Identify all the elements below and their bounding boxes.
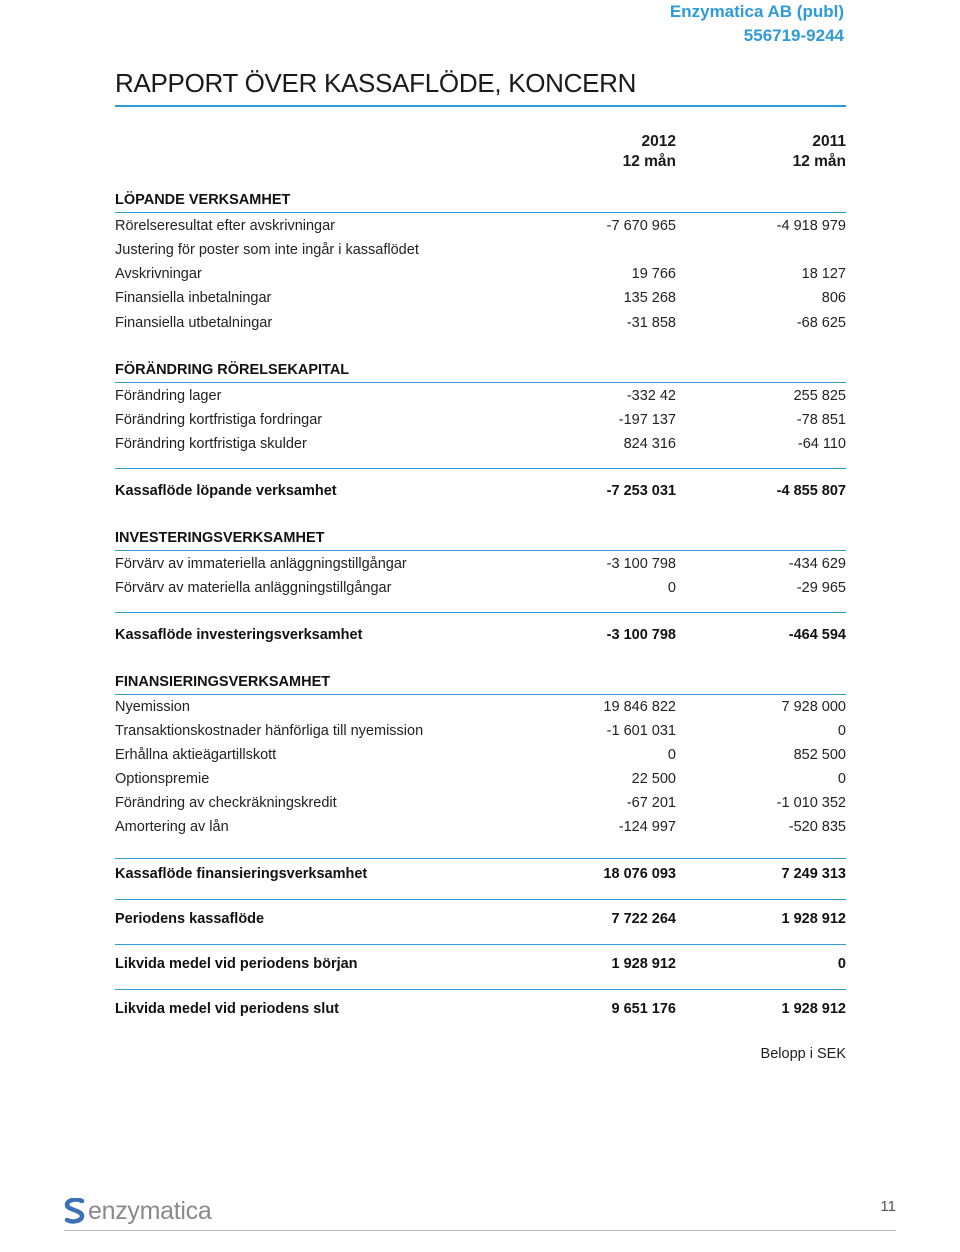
table-row: Rörelseresultat efter avskrivningar -7 670 965 -4 918 979 — [115, 218, 846, 234]
table-row: Avskrivningar 19 766 18 127 — [115, 266, 846, 282]
column-2011: 2011 12 mån — [792, 133, 846, 170]
section-divider — [115, 989, 846, 990]
table-row: Nyemission 19 846 822 7 928 000 — [115, 699, 846, 715]
column-headers — [115, 132, 846, 172]
total-row-operating: Kassaflöde löpande verksamhet -7 253 031 -4 855 807 — [115, 483, 846, 499]
company-logo — [64, 1196, 211, 1226]
table-row: Erhållna aktieägartillskott 0 852 500 — [115, 747, 846, 763]
table-row: Finansiella utbetalningar -31 858 -68 625 — [115, 315, 846, 331]
unit-note: Belopp i SEK — [760, 1046, 846, 1062]
summary-row-cash-start: Likvida medel vid periodens början 1 928 912 0 — [115, 956, 846, 972]
table-row: Förändring kortfristiga fordringar -197 137 -78 851 — [115, 412, 846, 428]
footer-divider — [64, 1230, 896, 1231]
section-divider — [115, 944, 846, 945]
table-row: Optionspremie 22 500 0 — [115, 771, 846, 787]
section-heading-financing: FINANSIERINGSVERKSAMHET — [115, 672, 846, 695]
table-row: Amortering av lån -124 997 -520 835 — [115, 819, 846, 835]
table-row: Förändring av checkräkningskredit -67 201 -1 010 352 — [115, 795, 846, 811]
section-divider — [115, 612, 846, 613]
section-divider — [115, 468, 846, 469]
section-heading-working-capital: FÖRÄNDRING RÖRELSEKAPITAL — [115, 360, 846, 383]
enzymatica-s-logo-icon — [64, 1198, 86, 1224]
table-row: Transaktionskostnader hänförliga till nyemission -1 601 031 0 — [115, 723, 846, 739]
table-row: Justering för poster som inte ingår i kassaflödet — [115, 242, 419, 258]
logo-wordmark: enzymatica — [88, 1196, 212, 1225]
table-row: Förvärv av immateriella anläggningstillgångar -3 100 798 -434 629 — [115, 556, 846, 572]
summary-row-cash-end: Likvida medel vid periodens slut 9 651 176 1 928 912 — [115, 1001, 846, 1017]
company-name: Enzymatica AB (publ) — [669, 2, 844, 21]
page-title: RAPPORT ÖVER KASSAFLÖDE, KONCERN — [115, 68, 846, 107]
total-row-investing: Kassaflöde investeringsverksamhet -3 100 798 -464 594 — [115, 627, 846, 643]
column-2012: 2012 12 mån — [622, 133, 676, 170]
table-row: Förändring kortfristiga skulder 824 316 -64 110 — [115, 436, 846, 452]
section-divider — [115, 858, 846, 859]
company-header — [670, 0, 844, 48]
section-heading-investing: INVESTERINGSVERKSAMHET — [115, 528, 846, 551]
section-divider — [115, 899, 846, 900]
page-number: 11 — [880, 1198, 896, 1215]
total-row-financing: Kassaflöde finansieringsverksamhet 18 076 093 7 249 313 — [115, 866, 846, 882]
org-number: 556719-9244 — [743, 26, 844, 45]
table-row: Förvärv av materiella anläggningstillgångar 0 -29 965 — [115, 580, 846, 596]
summary-row-period-cashflow: Periodens kassaflöde 7 722 264 1 928 912 — [115, 911, 846, 927]
table-row: Finansiella inbetalningar 135 268 806 — [115, 290, 846, 306]
section-heading-operating: LÖPANDE VERKSAMHET — [115, 190, 846, 213]
table-row: Förändring lager -332 42 255 825 — [115, 388, 846, 404]
